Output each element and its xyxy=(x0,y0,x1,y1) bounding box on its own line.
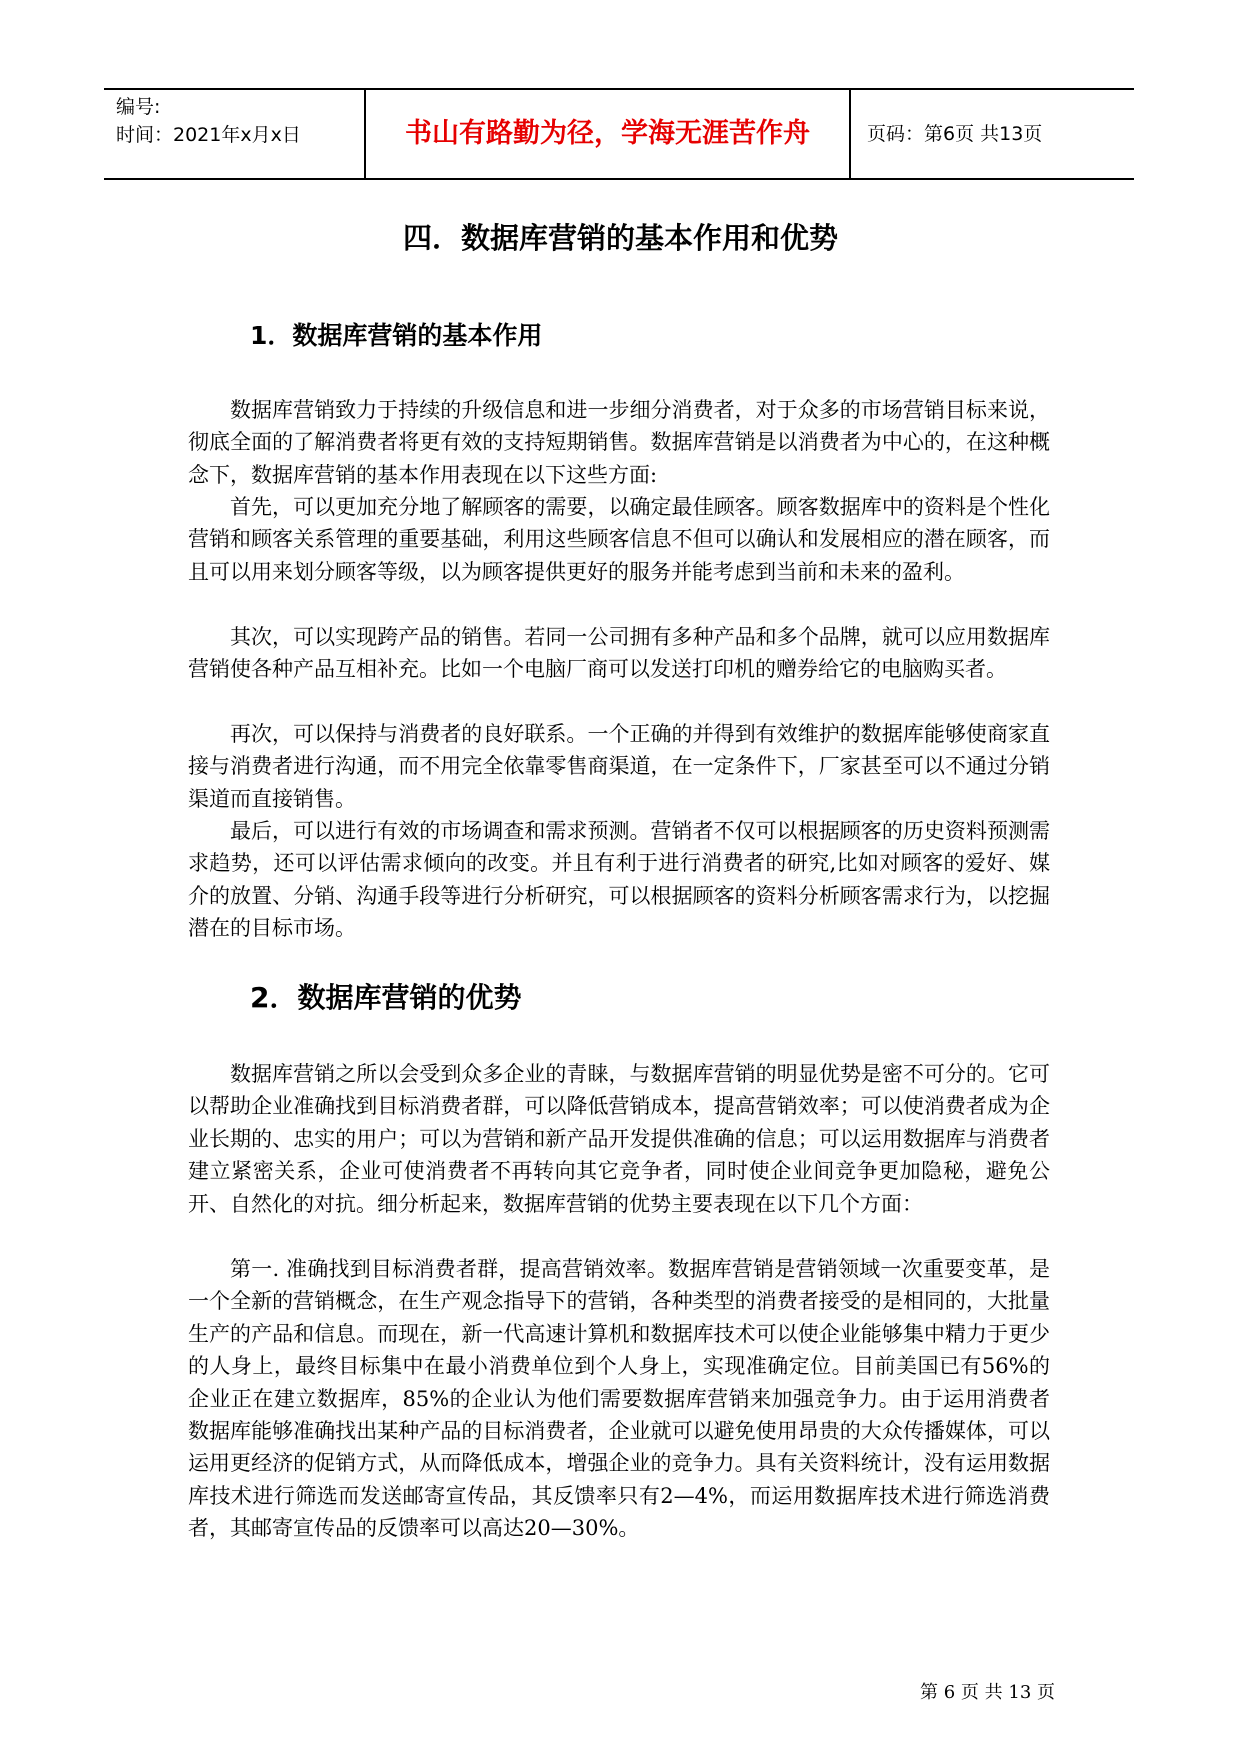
header-meta xyxy=(104,90,366,178)
section1-paragraph-4: 再次，可以保持与消费者的良好联系。一个正确的并得到有效维护的数据库能够使商家直接与消费者进行沟通，而不用完全依靠零售商渠道，在一定条件下，厂家甚至可以不通过分销渠道而直接销售。 xyxy=(188,722,1050,811)
header-motto: 书山有路勤为径，学海无涯苦作舟 xyxy=(366,90,851,178)
section1-heading: 1．数据库营销的基本作用 xyxy=(250,321,543,350)
page-footer: 第 6 页 共 13 页 xyxy=(920,1682,1055,1703)
document-title: 四．数据库营销的基本作用和优势 xyxy=(402,221,838,255)
section1-paragraph-5: 最后，可以进行有效的市场调查和需求预测。营销者不仅可以根据顾客的历史资料预测需求趋势，还可以评估需求倾向的改变。并且有利于进行消费者的研究,比如对顾客的爱好、媒介的放置、分销、沟通手段等进行分析研究，可以根据顾客的资料分析顾客需求行为，以挖掘潜在的目标市场。 xyxy=(188,819,1050,941)
number-label: 编号: xyxy=(116,96,161,118)
section1-paragraph-1: 数据库营销致力于持续的升级信息和进一步细分消费者，对于众多的市场营销目标来说，彻底全面的了解消费者将更有效的支持短期销售。数据库营销是以消费者为中心的，在这种概念下，数据库营销的基本作用表现在以下这些方面: xyxy=(188,398,1050,487)
section2-paragraph-1: 数据库营销之所以会受到众多企业的青睐，与数据库营销的明显优势是密不可分的。它可以帮助企业准确找到目标消费者群，可以降低营销成本，提高营销效率；可以使消费者成为企业长期的、忠实的用户；可以为营销和新产品开发提供准确的信息；可以运用数据库与消费者建立紧密关系，企业可使消费者不再转向其它竞争者，同时使企业间竞争更加隐秘，避免公开、自然化的对抗。细分析起来，数据库营销的优势主要表现在以下几个方面： xyxy=(188,1062,1050,1216)
section1-paragraph-2: 首先，可以更加充分地了解顾客的需要，以确定最佳顾客。顾客数据库中的资料是个性化营销和顾客关系管理的重要基础，利用这些顾客信息不但可以确认和发展相应的潜在顾客，而且可以用来划分顾客等级，以为顾客提供更好的服务并能考虑到当前和未来的盈利。 xyxy=(188,495,1050,584)
time-label: 时间：2021年x月x日 xyxy=(116,124,301,146)
section2-paragraph-2: 第一. 准确找到目标消费者群，提高营销效率。数据库营销是营销领域一次重要变革，是一个全新的营销概念，在生产观念指导下的营销，各种类型的消费者接受的是相同的，大批量生产的产品和信息。而现在，新一代高速计算机和数据库技术可以使企业能够集中精力于更少的人身上，最终目标集中在最小消费单位到个人身上，实现准确定位。目前美国已有56%的企业正在建立数据库，85%的企业认为他们需要数据库营销来加强竞争力。由于运用消费者数据库能够准确找出某种产品的目标消费者，企业就可以避免使用昂贵的大众传播媒体，可以运用更经济的促销方式，从而降低成本，增强企业的竞争力。具有关资料统计，没有运用数据库技术进行筛选而发送邮寄宣传品，其反馈率只有2—4%，而运用数据库技术进行筛选消费者，其邮寄宣传品的反馈率可以高达20—30%。 xyxy=(188,1257,1050,1541)
section1-paragraph-3: 其次，可以实现跨产品的销售。若同一公司拥有多种产品和多个品牌，就可以应用数据库营销使各种产品互相补充。比如一个电脑厂商可以发送打印机的赠券给它的电脑购买者。 xyxy=(188,625,1050,682)
header-page-label: 页码：第6页 共13页 xyxy=(867,123,1043,145)
page-header xyxy=(104,88,1134,180)
section2-heading: 2．数据库营销的优势 xyxy=(250,981,522,1014)
